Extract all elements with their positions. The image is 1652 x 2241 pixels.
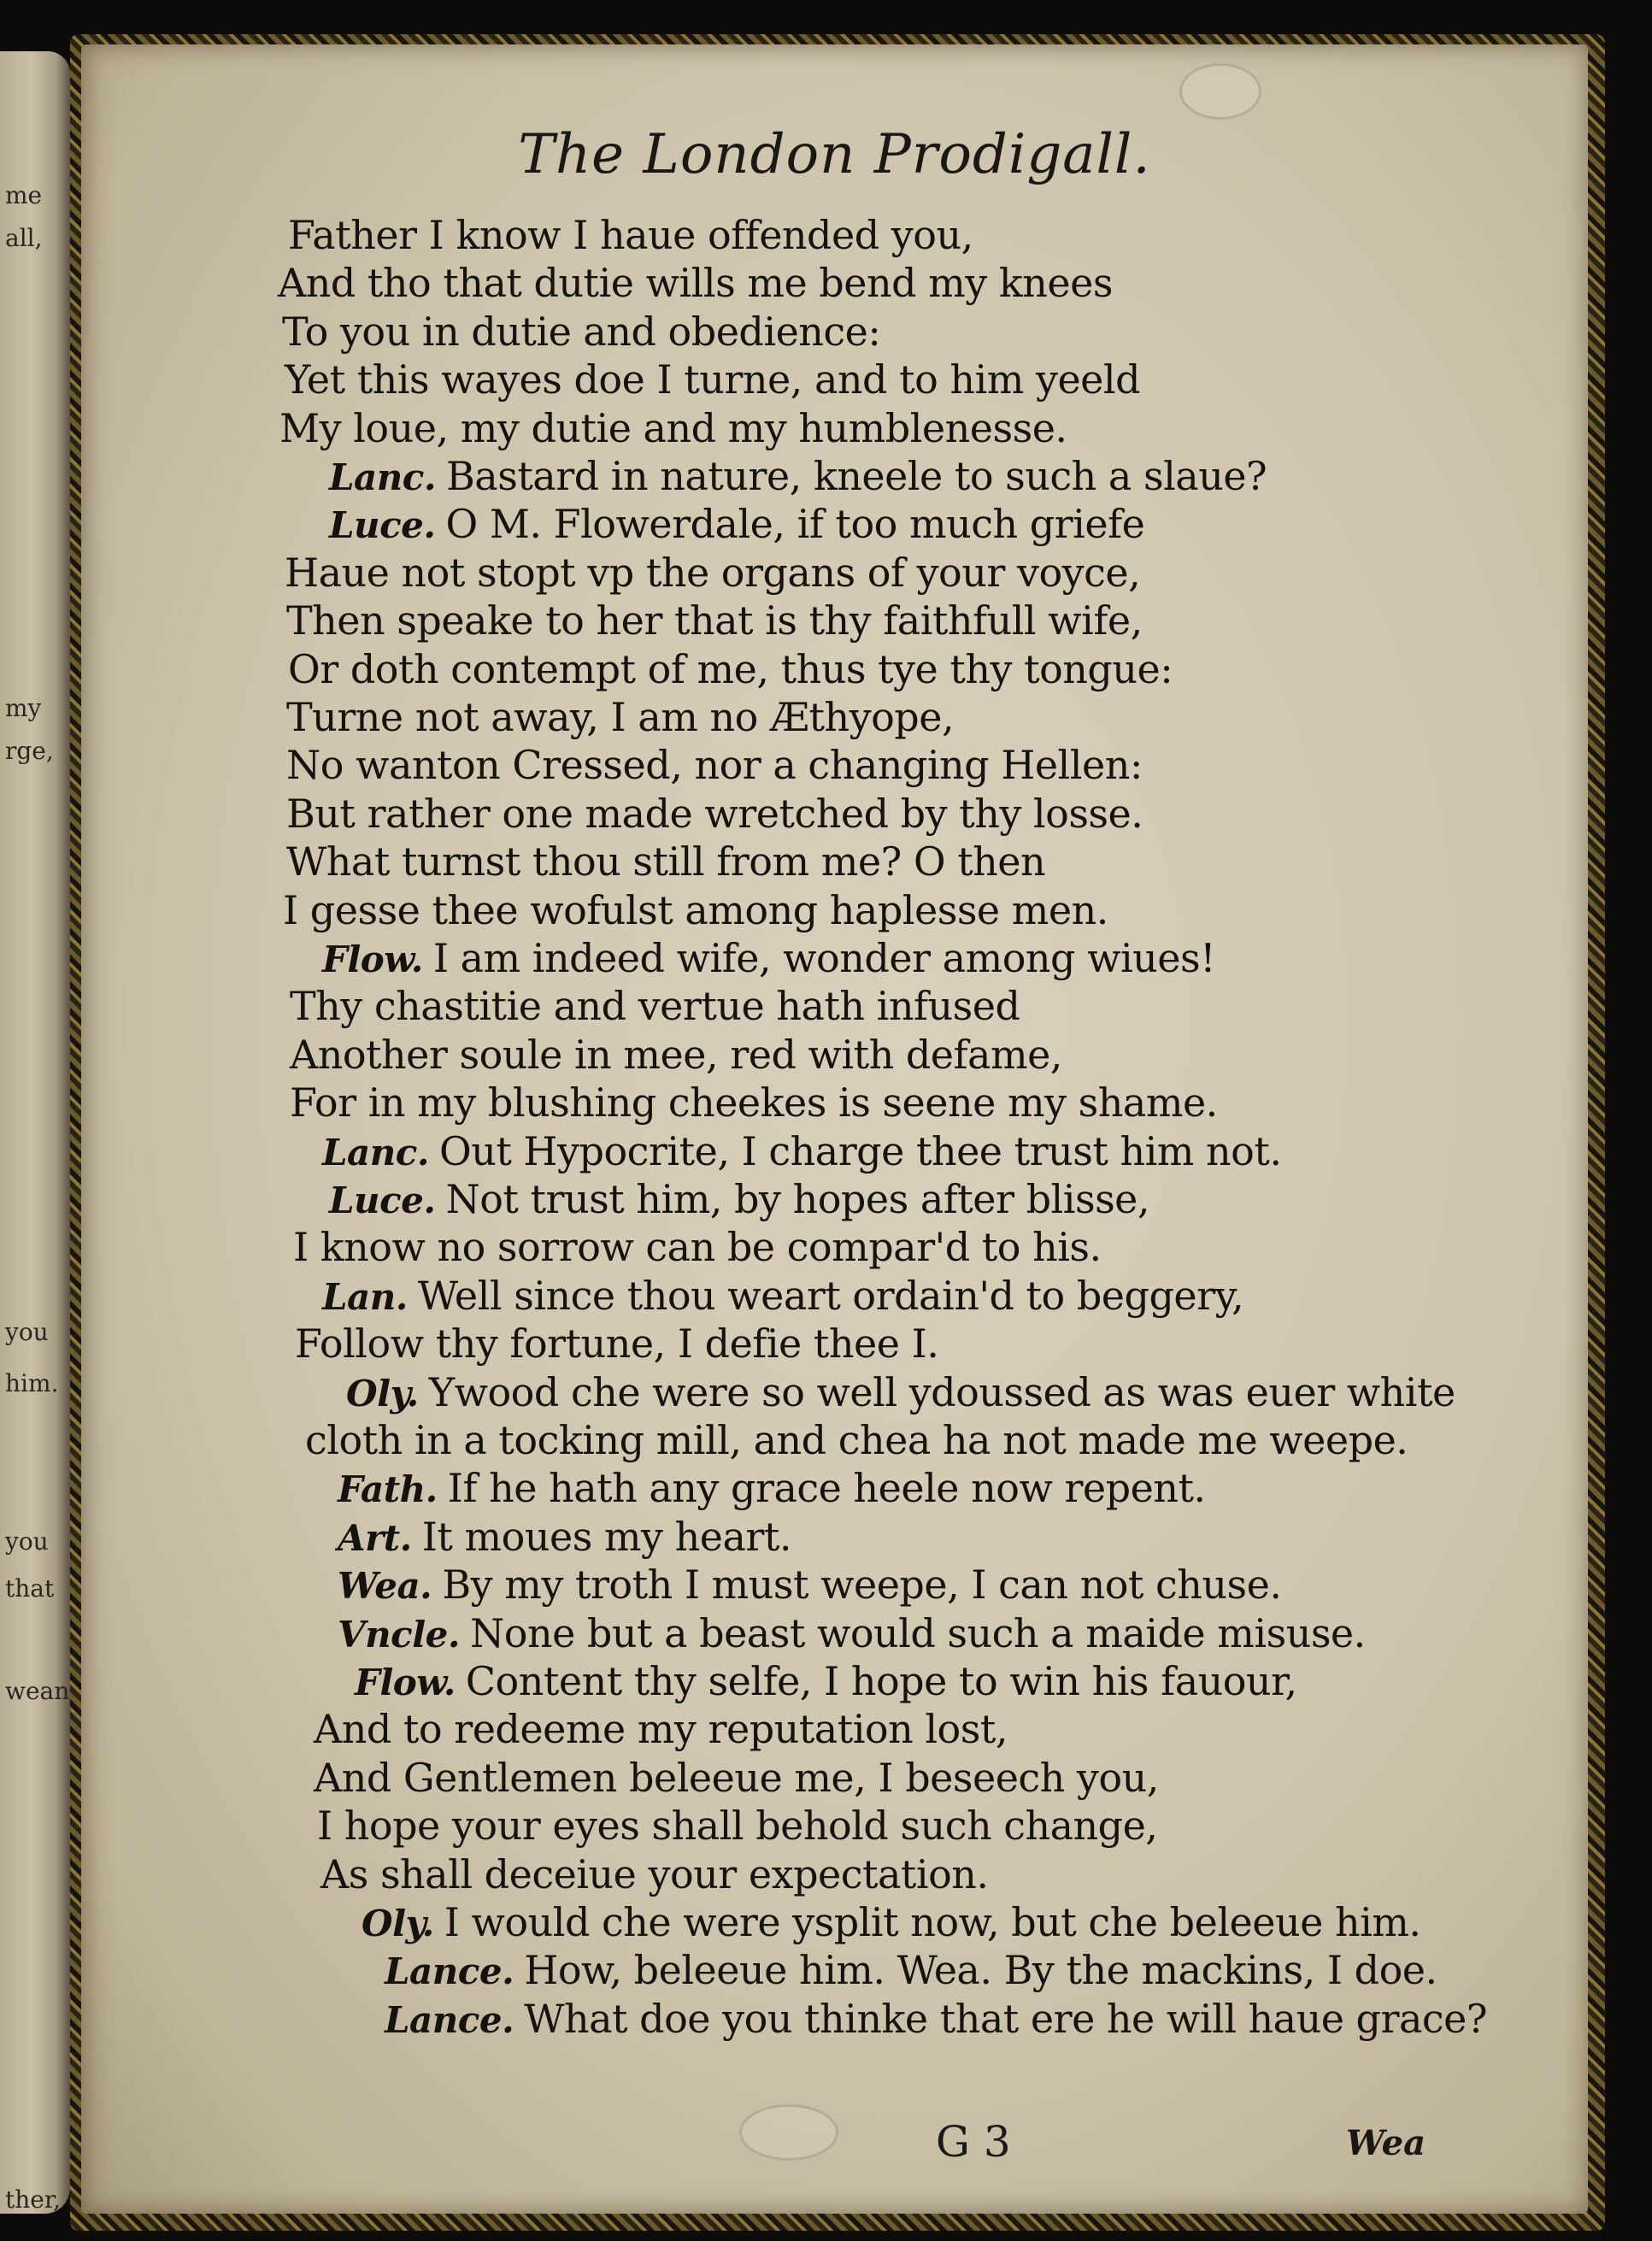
line-text: cloth in a tocking mill, and chea ha not made me weepe. bbox=[305, 1417, 1408, 1463]
line-text: If he hath any grace heele now repent. bbox=[447, 1465, 1206, 1512]
text-line bbox=[338, 1465, 1206, 1512]
speaker-prefix: Lan. bbox=[322, 1275, 408, 1318]
facing-page-fragment: rge, bbox=[5, 737, 54, 765]
line-text: Well since thou weart ordain'd to beggery, bbox=[417, 1272, 1244, 1319]
text-line bbox=[286, 694, 955, 740]
text-line bbox=[285, 356, 1141, 403]
facing-page-fragment: my bbox=[5, 694, 42, 722]
speaker-prefix: Vncle. bbox=[338, 1613, 460, 1656]
text-line bbox=[320, 1850, 989, 1897]
line-text: But rather one made wretched by thy losse. bbox=[286, 790, 1143, 837]
line-text: I gesse thee wofulst among haplesse men. bbox=[283, 886, 1108, 933]
line-text: I know no sorrow can be compar'd to his. bbox=[293, 1224, 1102, 1271]
speaker-prefix: Flow. bbox=[322, 938, 423, 980]
line-text: I hope your eyes shall behold such change, bbox=[317, 1803, 1158, 1850]
facing-page-fragment: you bbox=[5, 1318, 49, 1346]
line-text: No wanton Cressed, nor a changing Hellen: bbox=[286, 742, 1143, 789]
line-text: By my troth I must weepe, I can not chuse. bbox=[442, 1562, 1282, 1609]
line-text: Ywood che were so well ydoussed as was euer white bbox=[428, 1368, 1455, 1415]
text-line bbox=[285, 549, 1141, 596]
line-text: Out Hypocrite, I charge thee trust him not. bbox=[438, 1127, 1282, 1174]
text-line bbox=[385, 1947, 1437, 1994]
line-text: And tho that dutie wills me bend my knees bbox=[278, 260, 1113, 307]
speaker-prefix: Lance. bbox=[385, 1950, 514, 1993]
text-line bbox=[286, 790, 1143, 837]
text-line bbox=[338, 1609, 1366, 1656]
facing-page-fragment: wean bbox=[5, 1677, 70, 1705]
signature-mark: G 3 bbox=[936, 2117, 1011, 2167]
line-text: Then speake to her that is thy faithfull wife, bbox=[286, 597, 1143, 644]
line-text: How, beleeue him. Wea. By the mackins, I doe. bbox=[524, 1947, 1437, 1994]
facing-page-fragment: that bbox=[5, 1574, 55, 1603]
line-text: Content thy selfe, I hope to win his fauour, bbox=[465, 1658, 1297, 1704]
line-text: My loue, my dutie and my humblenesse. bbox=[279, 404, 1067, 451]
text-line bbox=[322, 935, 1216, 981]
speaker-prefix: Art. bbox=[338, 1516, 412, 1559]
text-line bbox=[283, 886, 1108, 933]
line-text: Another soule in mee, red with defame, bbox=[290, 1031, 1062, 1078]
speaker-prefix: Oly. bbox=[346, 1372, 419, 1415]
facing-page-fragment: you bbox=[5, 1527, 49, 1556]
line-text: Yet this wayes doe I turne, and to him yeeld bbox=[285, 356, 1141, 403]
line-text: And to redeeme my reputation lost, bbox=[314, 1706, 1008, 1753]
line-text: I would che were ysplit now, but che beleeue him. bbox=[444, 1899, 1421, 1945]
facing-page-fragment: him. bbox=[5, 1369, 59, 1397]
text-line bbox=[346, 1368, 1455, 1415]
line-text: Bastard in nature, kneele to such a slaue? bbox=[445, 453, 1267, 499]
text-line bbox=[282, 308, 881, 355]
line-text: Father I know I haue offended you, bbox=[288, 212, 973, 258]
text-line bbox=[314, 1754, 1159, 1801]
speaker-prefix: Flow. bbox=[355, 1662, 456, 1703]
text-line bbox=[288, 645, 1173, 692]
text-line bbox=[329, 1176, 1150, 1222]
text-line bbox=[355, 1658, 1297, 1704]
text-line bbox=[362, 1899, 1421, 1945]
text-line bbox=[290, 1079, 1218, 1126]
line-text: Haue not stopt vp the organs of your voyce, bbox=[285, 549, 1141, 596]
text-line bbox=[314, 1706, 1008, 1753]
text-line bbox=[288, 212, 973, 258]
text-line bbox=[286, 597, 1143, 644]
text-line bbox=[286, 838, 1046, 885]
speaker-prefix: Oly. bbox=[362, 1903, 434, 1944]
speaker-prefix: Lance. bbox=[385, 1998, 514, 2041]
glass-weight-mark bbox=[1179, 63, 1261, 120]
text-line bbox=[385, 1995, 1488, 2042]
text-line bbox=[317, 1803, 1158, 1850]
text-line bbox=[305, 1417, 1408, 1463]
facing-page-fragment: me bbox=[5, 181, 43, 209]
text-line bbox=[295, 1320, 939, 1368]
line-text: To you in dutie and obedience: bbox=[282, 308, 881, 355]
line-text: Or doth contempt of me, thus tye thy tongue: bbox=[288, 645, 1173, 692]
line-text: And Gentlemen beleeue me, I beseech you, bbox=[314, 1754, 1159, 1801]
text-line bbox=[290, 983, 1020, 1030]
text-line bbox=[322, 1127, 1282, 1174]
text-line bbox=[293, 1224, 1102, 1271]
text-line bbox=[279, 404, 1067, 451]
line-text: Thy chastitie and vertue hath infused bbox=[290, 983, 1020, 1030]
line-text: As shall deceiue your expectation. bbox=[320, 1850, 989, 1897]
text-line bbox=[278, 260, 1113, 307]
book-page bbox=[81, 44, 1588, 2214]
text-line bbox=[286, 742, 1143, 789]
text-line bbox=[329, 501, 1145, 548]
speaker-prefix: Wea. bbox=[338, 1565, 432, 1608]
line-text: It moues my heart. bbox=[421, 1513, 792, 1560]
text-line bbox=[329, 453, 1267, 499]
facing-page-edge bbox=[0, 51, 70, 2214]
speaker-prefix: Fath. bbox=[338, 1468, 438, 1511]
text-line bbox=[338, 1562, 1282, 1609]
running-title: The London Prodigall. bbox=[518, 123, 1151, 186]
speaker-prefix: Lanc. bbox=[329, 456, 436, 498]
line-text: For in my blushing cheekes is seene my shame. bbox=[290, 1079, 1218, 1126]
speaker-prefix: Luce. bbox=[329, 504, 436, 547]
text-line bbox=[322, 1272, 1244, 1319]
speaker-prefix: Lanc. bbox=[322, 1131, 429, 1173]
line-text: Turne not away, I am no Æthyope, bbox=[286, 694, 955, 740]
facing-page-fragment: ther, bbox=[5, 2185, 62, 2214]
line-text: None but a beast would such a maide misuse. bbox=[470, 1609, 1366, 1656]
line-text: What doe you thinke that ere he will haue grace? bbox=[524, 1995, 1488, 2042]
speaker-prefix: Luce. bbox=[329, 1179, 436, 1221]
text-line bbox=[338, 1513, 792, 1560]
line-text: What turnst thou still from me? O then bbox=[286, 838, 1046, 885]
text-line bbox=[290, 1031, 1062, 1078]
line-text: Not trust him, by hopes after blisse, bbox=[445, 1176, 1150, 1222]
line-text: Follow thy fortune, I defie thee I. bbox=[295, 1320, 939, 1368]
glass-weight-mark bbox=[739, 2104, 838, 2161]
line-text: I am indeed wife, wonder among wiues! bbox=[432, 935, 1216, 981]
line-text: O M. Flowerdale, if too much griefe bbox=[445, 501, 1145, 548]
catchword: Wea bbox=[1346, 2123, 1426, 2163]
facing-page-fragment: all, bbox=[5, 224, 43, 252]
